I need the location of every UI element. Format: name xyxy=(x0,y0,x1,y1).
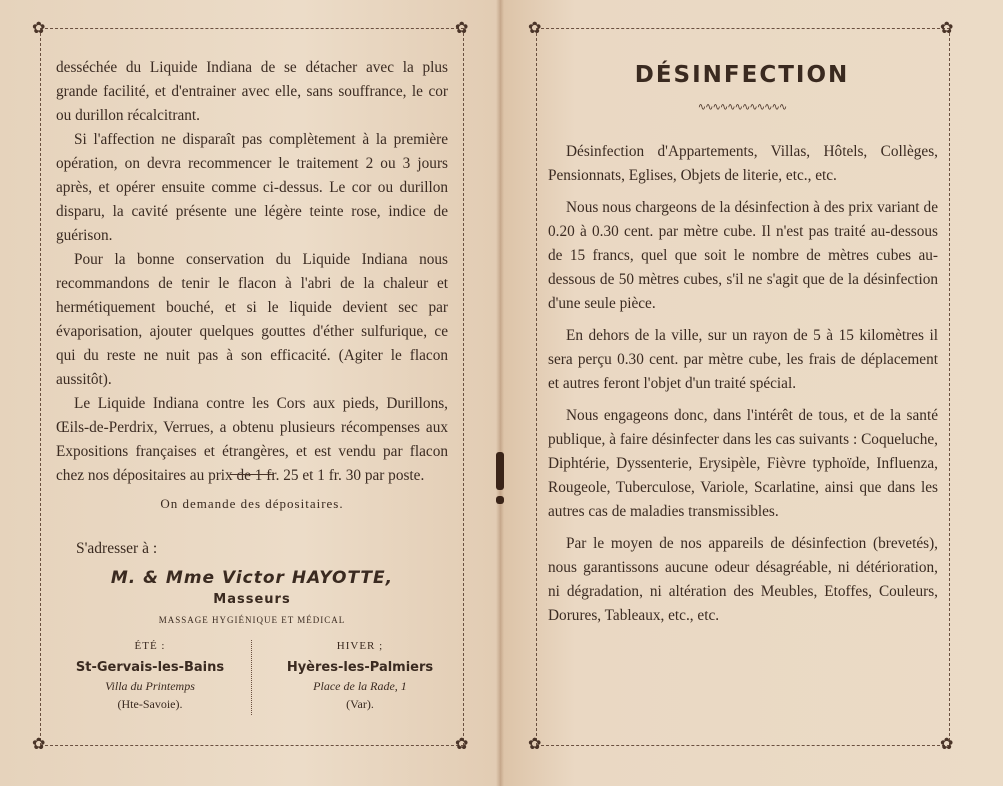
city: Hyères-les-Palmiers xyxy=(286,660,434,675)
address-label: S'adresser à : xyxy=(76,540,158,557)
right-body-text xyxy=(548,140,938,636)
specialty: MASSAGE HYGIÉNIQUE ET MÉDICAL xyxy=(158,615,346,625)
city: St-Gervais-les-Bains xyxy=(75,660,225,675)
proprietor-names: M. & Mme Victor HAYOTTE, xyxy=(110,568,394,588)
paragraph: Désinfection d'Appartements, Villas, Hôtels, Collèges, Pensionnats, Eglises, Objets de literie, etc., etc. xyxy=(548,143,938,184)
paragraph: desséchée du Liquide Indiana de se détacher avec la plus grande facilité, et d'entrainer avec elle, sans souffrance, le cor ou durillon récalcitrant. xyxy=(56,59,448,124)
title-flourish: ∿∿∿∿∿∿∿∿∿∿∿∿ xyxy=(697,102,787,113)
page-title: DÉSINFECTION xyxy=(634,62,850,88)
paragraph: Le Liquide Indiana contre les Cors aux pieds, Durillons, Œils-de-Perdrix, Verrues, a obtenu plusieurs récompenses aux Expositions françaises et étrangères, et est vendu par flacon chez nos dépositaires au prix de 1 fr. 25 et 1 fr. 30 par poste. xyxy=(56,395,448,484)
corner-ornament-icon: ✿ xyxy=(32,18,46,37)
corner-ornament-icon: ✿ xyxy=(32,734,46,753)
corner-ornament-icon: ✿ xyxy=(940,18,954,37)
stain-mark xyxy=(496,452,504,490)
place: Place de la Rade, 1 xyxy=(313,679,407,693)
page-fold xyxy=(496,0,504,786)
winter-address xyxy=(270,640,450,712)
divider xyxy=(230,474,274,475)
corner-ornament-icon: ✿ xyxy=(455,18,469,37)
paragraph: Si l'affection ne disparaît pas complètement à la première opération, on devra recommencer le traitement 2 ou 3 jours après, et opérer ensuite comme ci-dessus. Le cor ou durillon disparu, la cavité présente une légère teinte rose, indice de guérison. xyxy=(56,131,448,244)
paragraph: Nous engageons donc, dans l'intérêt de tous, et de la santé publique, à faire désinfecter dans les cas suivants : Coqueluche, Diphtérie, Dyssenterie, Erysipèle, Fièvre typhoïde, Influenza, Rougeole, Tuberculose, Variole, Scarlatine, ainsi que dans les autres cas de maladies transmissibles. xyxy=(548,407,938,520)
demand-notice: On demande des dépositaires. xyxy=(160,496,344,511)
corner-ornament-icon: ✿ xyxy=(940,734,954,753)
corner-ornament-icon: ✿ xyxy=(528,734,542,753)
department: (Hte-Savoie). xyxy=(117,697,183,711)
paragraph: Pour la bonne conservation du Liquide Indiana nous recommandons de tenir le flacon à l'abri de la chaleur et hermétiquement bouché, et si le liquide devient sec par évaporisation, ajouter quelques gouttes d'éther sulfurique, ce qui du reste ne nuit pas à son efficacité. (Agiter le flacon aussitôt). xyxy=(56,251,448,388)
corner-ornament-icon: ✿ xyxy=(455,734,469,753)
stain-mark xyxy=(496,496,504,504)
season-label: ÉTÉ : xyxy=(134,640,166,652)
corner-ornament-icon: ✿ xyxy=(528,18,542,37)
season-label: HIVER ; xyxy=(336,640,384,652)
summer-address xyxy=(60,640,240,712)
left-body-text xyxy=(56,56,448,488)
column-separator xyxy=(251,640,252,715)
profession: Masseurs xyxy=(213,592,291,607)
place: Villa du Printemps xyxy=(105,679,195,693)
department: (Var). xyxy=(346,697,374,711)
paragraph: Par le moyen de nos appareils de désinfection (brevetés), nous garantissons aucune odeur désagréable, ni détérioration, ni dégradation, ni altération des Meubles, Etoffes, Couleurs, Dorures, Tableaux, etc., etc. xyxy=(548,535,938,624)
paragraph: Nous nous chargeons de la désinfection à des prix variant de 0.20 à 0.30 cent. par mètre cube. Il n'est pas traité au-dessous de 15 francs, quel que soit le nombre de mètres cubes au-dessous de 50 mètres cubes, s'il ne s'agit que de la désinfection d'une seule pièce. xyxy=(548,199,938,312)
paragraph: En dehors de la ville, sur un rayon de 5 à 15 kilomètres il sera perçu 0.30 cent. par mètre cube, les frais de déplacement et autres feront l'objet d'un traité spécial. xyxy=(548,327,938,392)
